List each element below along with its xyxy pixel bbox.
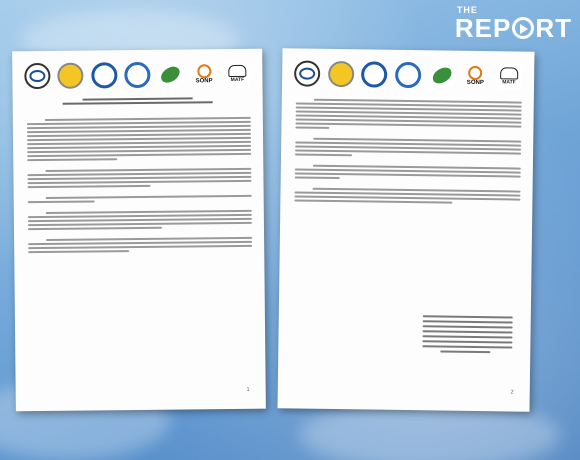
blue-emblem-icon: [91, 62, 117, 88]
page-number: 2: [510, 389, 514, 396]
document-body: [294, 96, 522, 213]
matf-logo: MATF: [224, 61, 250, 87]
eye-icon: [294, 60, 320, 86]
paragraph: [28, 210, 252, 230]
blue-emblem-2-icon: [395, 62, 421, 88]
paragraph: [27, 117, 251, 161]
matf-logo: MATF: [496, 63, 522, 89]
paragraph: [27, 168, 251, 188]
play-icon: [512, 17, 534, 39]
logo-row: [24, 61, 250, 89]
statement-page-2: [277, 48, 534, 411]
page-number: 1: [246, 386, 250, 393]
green-hand-icon: [429, 62, 455, 88]
blue-emblem-icon: [361, 61, 387, 87]
green-hand-icon: [158, 62, 184, 88]
yellow-emblem-icon: [328, 61, 354, 87]
paragraph: [28, 237, 252, 253]
sonp-logo: SONP: [191, 61, 217, 87]
yellow-emblem-icon: [58, 63, 84, 89]
brand-the: THE: [456, 5, 478, 15]
brand-report: REP RT: [454, 13, 572, 43]
paragraph: [28, 195, 252, 203]
signatories-block: [422, 312, 513, 356]
blue-emblem-2-icon: [124, 62, 150, 88]
sonp-logo: SONP: [462, 63, 488, 89]
statement-page-1: [12, 49, 266, 412]
paragraph: [294, 187, 520, 204]
document-body: [27, 115, 253, 262]
paragraph: [295, 164, 521, 181]
logo-row: [294, 60, 522, 89]
brand-logo[interactable]: [455, 6, 572, 41]
eye-icon: [24, 63, 50, 89]
paragraph: [295, 137, 521, 158]
paragraph: [295, 98, 521, 131]
document-title: [13, 95, 263, 108]
